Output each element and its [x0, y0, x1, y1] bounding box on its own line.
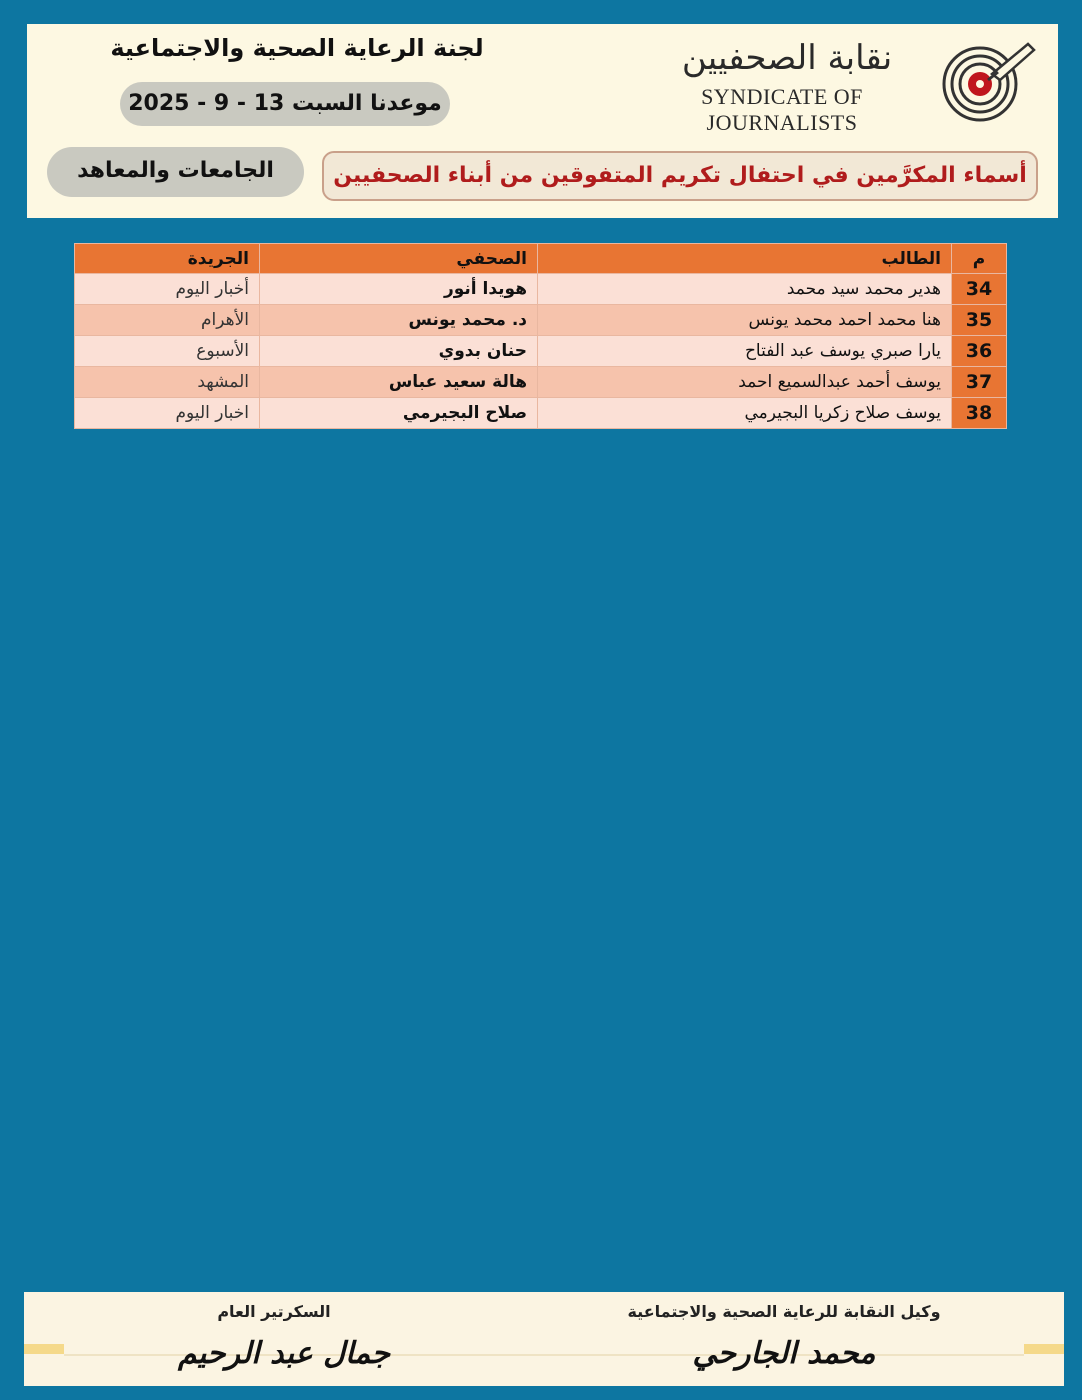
- student-name: يوسف أحمد عبدالسميع احمد: [538, 367, 952, 398]
- student-name: هدير محمد سيد محمد: [538, 274, 952, 305]
- student-name: هنا محمد احمد محمد يونس: [538, 305, 952, 336]
- row-number: 34: [952, 274, 1007, 305]
- column-header-journalist: الصحفي: [260, 244, 538, 274]
- row-number: 38: [952, 398, 1007, 429]
- column-header-paper: الجريدة: [75, 244, 260, 274]
- table-row: [75, 367, 1007, 398]
- newspaper-name: الأهرام: [75, 305, 260, 336]
- journalist-name: صلاح البجيرمي: [260, 398, 538, 429]
- signature-footer: [24, 1292, 1064, 1386]
- committee-title: لجنة الرعاية الصحية والاجتماعية: [110, 34, 484, 62]
- logo-arabic-text: نقابة الصحفيين: [681, 38, 893, 78]
- journalist-name: هويدا أنور: [260, 274, 538, 305]
- journalist-name: د. محمد يونس: [260, 305, 538, 336]
- category-badge: الجامعات والمعاهد: [47, 147, 304, 197]
- page-headline: أسماء المكرَّمين في احتفال تكريم المتفوقين من أبناء الصحفيين: [322, 151, 1038, 201]
- deputy-signature: محمد الجارحي: [692, 1336, 876, 1371]
- row-number: 36: [952, 336, 1007, 367]
- column-header-num: م: [952, 244, 1007, 274]
- secretary-title: السكرتير العام: [217, 1302, 331, 1321]
- row-number: 37: [952, 367, 1007, 398]
- student-name: يارا صبري يوسف عبد الفتاح: [538, 336, 952, 367]
- table-row: [75, 274, 1007, 305]
- secretary-signature: جمال عبد الرحيم: [177, 1336, 390, 1371]
- row-number: 35: [952, 305, 1007, 336]
- newspaper-name: الأسبوع: [75, 336, 260, 367]
- table-header-row: [75, 244, 1007, 274]
- table-row: [75, 305, 1007, 336]
- newspaper-name: اخبار اليوم: [75, 398, 260, 429]
- journalist-name: حنان بدوي: [260, 336, 538, 367]
- footer-decoration-right: [1024, 1344, 1064, 1354]
- footer-decoration-left: [24, 1344, 64, 1354]
- event-date-badge: موعدنا السبت 13 - 9 - 2025: [120, 82, 450, 126]
- syndicate-logo-icon: [940, 40, 1036, 122]
- header-panel: [27, 24, 1058, 218]
- column-header-student: الطالب: [538, 244, 952, 274]
- student-name: يوسف صلاح زكريا البجيرمي: [538, 398, 952, 429]
- table-row: [75, 398, 1007, 429]
- honorees-table: [74, 243, 1007, 429]
- table-row: [75, 336, 1007, 367]
- logo-english-text: SYNDICATE OF JOURNALISTS: [701, 84, 863, 135]
- newspaper-name: أخبار اليوم: [75, 274, 260, 305]
- newspaper-name: المشهد: [75, 367, 260, 398]
- journalist-name: هالة سعيد عباس: [260, 367, 538, 398]
- deputy-title: وكيل النقابة للرعاية الصحية والاجتماعية: [627, 1302, 941, 1321]
